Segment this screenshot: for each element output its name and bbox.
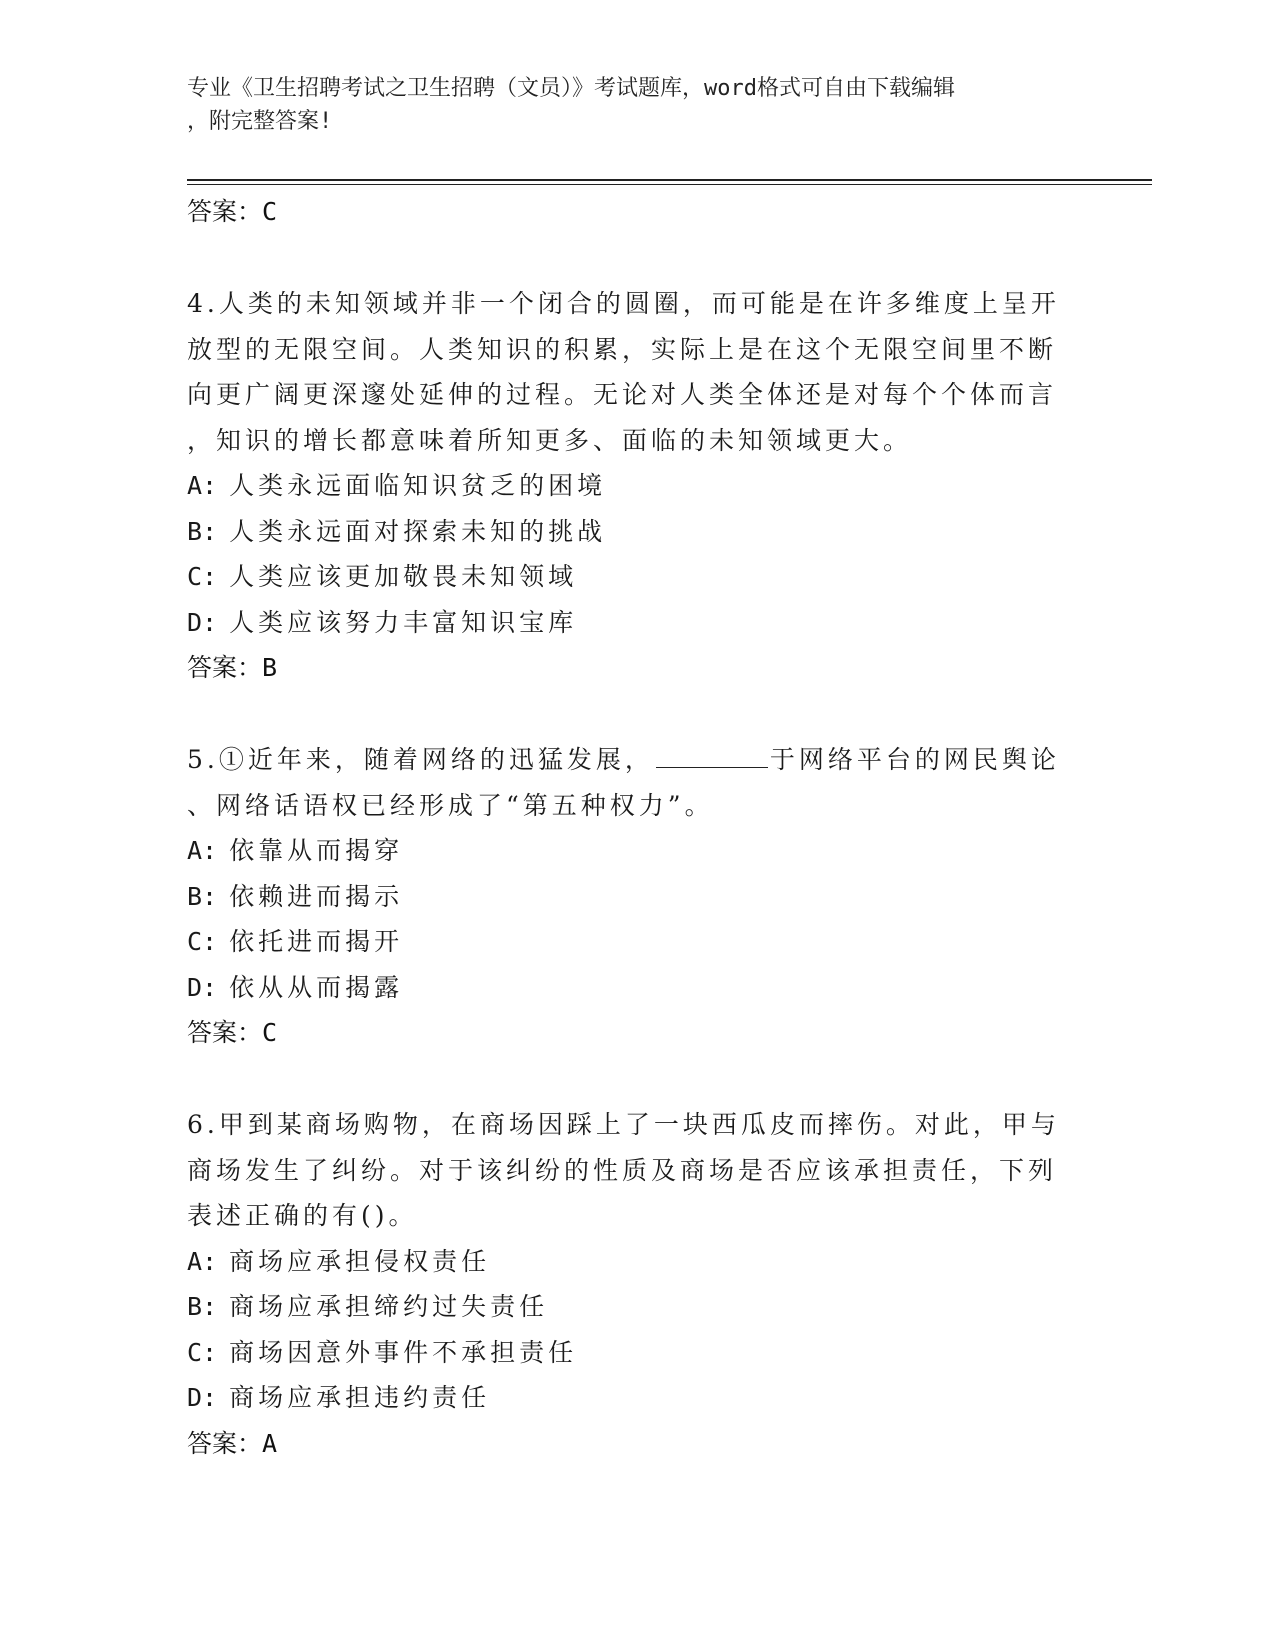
option-d[interactable]: D: 人类应该努力丰富知识宝库 [187, 607, 578, 637]
option-a[interactable]: A: 依靠从而揭穿 [187, 836, 404, 865]
answer-line: 答案：C [187, 1018, 278, 1047]
question-5 [187, 737, 1067, 1056]
option-c[interactable]: C: 依托进而揭开 [187, 927, 404, 956]
option-b[interactable]: B: 商场应承担缔约过失责任 [187, 1292, 549, 1321]
option-d[interactable]: D: 依从从而揭露 [187, 972, 404, 1002]
option-a[interactable]: A: 商场应承担侵权责任 [187, 1246, 491, 1276]
fill-blank [656, 747, 768, 768]
option-a[interactable]: A: 人类永远面临知识贫乏的困境 [187, 471, 607, 500]
question-6 [187, 1102, 1067, 1467]
document-header [187, 72, 1067, 138]
header-rule-thin [187, 184, 1152, 185]
question-text: 6.甲到某商场购物，在商场因踩上了一块西瓜皮而摔伤。对此，甲与 商场发生了纠纷。对于该纠纷的性质及商场是否应该承担责任，下列 表述正确的有()。 [187, 1110, 1060, 1230]
option-c[interactable]: C: 人类应该更加敬畏未知领域 [187, 562, 578, 591]
question-list [187, 189, 1067, 1467]
question-text: 4.人类的未知领域并非一个闭合的圆圈，而可能是在许多维度上呈开 放型的无限空间。人类知识的积累，实际上是在这个无限空间里不断 向更广阔更深邃处延伸的过程。无论对人类全体还是对每个个体而言 ，知识的增长都意味着所知更多、面临的未知领域更大。 [187, 289, 1060, 455]
header-line-2: ，附完整答案! [187, 109, 333, 134]
option-d[interactable]: D: 商场应承担违约责任 [187, 1383, 491, 1412]
option-c[interactable]: C: 商场因意外事件不承担责任 [187, 1337, 578, 1367]
option-b[interactable]: B: 人类永远面对探索未知的挑战 [187, 516, 607, 546]
question-text: 5.①近年来，随着网络的迅猛发展， 于网络平台的网民舆论 、网络话语权已经形成了“第五种权力”。 [187, 745, 1060, 820]
answer-line: 答案：C [187, 197, 278, 226]
answer-line: 答案：B [187, 653, 278, 682]
header-line-1: 专业《卫生招聘考试之卫生招聘（文员）》考试题库，word格式可自由下载编辑 [187, 76, 955, 101]
question-4 [187, 281, 1067, 691]
header-rule-thick [187, 179, 1152, 181]
option-b[interactable]: B: 依赖进而揭示 [187, 881, 404, 911]
answer-line: 答案：A [187, 1428, 278, 1458]
